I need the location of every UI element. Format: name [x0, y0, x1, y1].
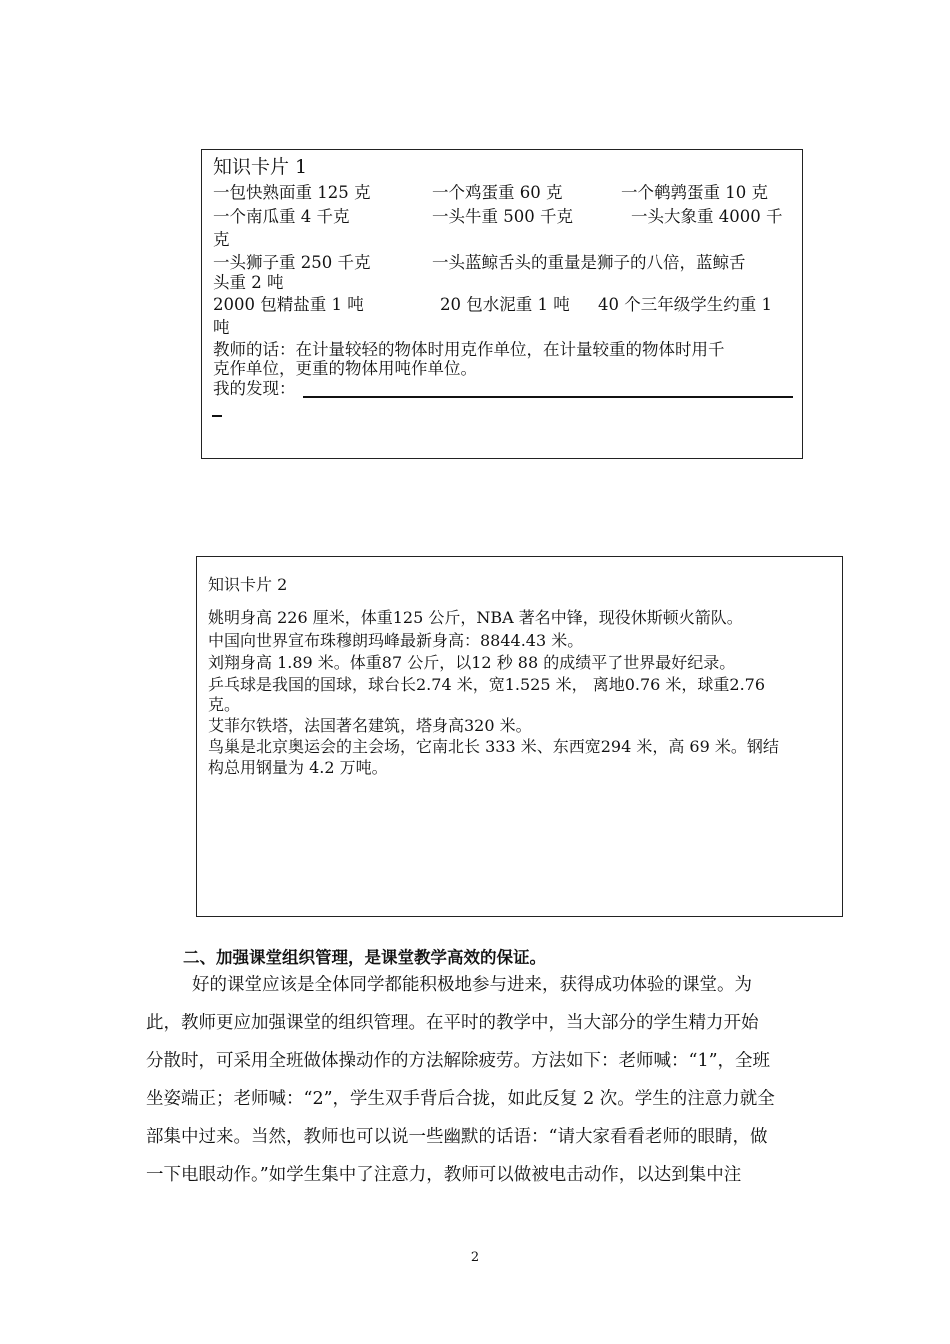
card2-line: 乒乓球是我国的国球，球台长2.74 米，宽1.525 米， 离地0.76 米，球重2.76	[208, 675, 766, 694]
card1-item: 20 包水泥重 1 吨	[440, 295, 570, 314]
card2-title: 知识卡片 2	[208, 575, 288, 594]
paragraph-line: 分散时，可采用全班做体操动作的方法解除疲劳。方法如下：老师喊：“1”，全班	[146, 1051, 771, 1071]
teacher-note-cont: 克作单位，更重的物体用吨作单位。	[213, 359, 477, 378]
card1-item-wrap: 克	[213, 230, 230, 249]
card2-line: 姚明身高 226 厘米，体重125 公斤，NBA 著名中锋，现役休斯顿火箭队。	[208, 608, 743, 627]
page-number: 2	[470, 1250, 480, 1265]
card1-item: 一头狮子重 250 千克	[213, 253, 371, 272]
paragraph-line: 此，教师更应加强课堂的组织管理。在平时的教学中，当大部分的学生精力开始	[146, 1013, 759, 1033]
card1-item: 2000 包精盐重 1 吨	[213, 295, 364, 314]
paragraph-line: 一下电眼动作。”如学生集中了注意力，教师可以做被电击动作，以达到集中注	[146, 1165, 742, 1185]
discovery-label: 我的发现：	[213, 379, 296, 398]
card2-line: 克。	[208, 695, 241, 714]
teacher-note: 教师的话：在计量较轻的物体时用克作单位，在计量较重的物体时用千	[213, 340, 725, 359]
card1-item-wrap: 吨	[213, 318, 230, 337]
card1-item-wrap: 头重 2 吨	[213, 273, 284, 292]
card1-item: 一个鹌鹑蛋重 10 克	[621, 183, 768, 202]
card2-line: 中国向世界宣布珠穆朗玛峰最新身高：8844.43 米。	[208, 631, 584, 650]
card1-item: 一头大象重 4000 千	[631, 207, 783, 226]
section-heading: 二、加强课堂组织管理，是课堂教学高效的保证。	[183, 948, 546, 967]
paragraph-line: 好的课堂应该是全体同学都能积极地参与进来，获得成功体验的课堂。为	[192, 975, 752, 995]
card1-item: 一包快熟面重 125 克	[213, 183, 371, 202]
card2-line: 艾菲尔铁塔，法国著名建筑，塔身高320 米。	[208, 716, 532, 735]
discovery-blank-end	[212, 415, 222, 417]
card1-item: 40 个三年级学生约重 1	[598, 295, 772, 314]
paragraph-line: 部集中过来。当然，教师也可以说一些幽默的话语：“请大家看看老师的眼睛，做	[146, 1127, 768, 1147]
card2-line: 构总用钢量为 4.2 万吨。	[208, 758, 388, 777]
paragraph-line: 坐姿端正；老师喊：“2”，学生双手背后合拢，如此反复 2 次。学生的注意力就全	[146, 1089, 775, 1109]
card1-item: 一头蓝鲸舌头的重量是狮子的八倍，蓝鲸舌	[432, 253, 746, 272]
card2-line: 鸟巢是北京奥运会的主会场，它南北长 333 米、东西宽294 米，高 69 米。钢结	[208, 737, 779, 756]
card1-item: 一个南瓜重 4 千克	[213, 207, 350, 226]
discovery-blank-line	[303, 396, 793, 398]
card1-item: 一个鸡蛋重 60 克	[432, 183, 563, 202]
card1-item: 一头牛重 500 千克	[432, 207, 573, 226]
card2-line: 刘翔身高 1.89 米。体重87 公斤，以12 秒 88 的成绩平了世界最好纪录。	[208, 653, 736, 672]
card1-title: 知识卡片 1	[213, 156, 308, 178]
